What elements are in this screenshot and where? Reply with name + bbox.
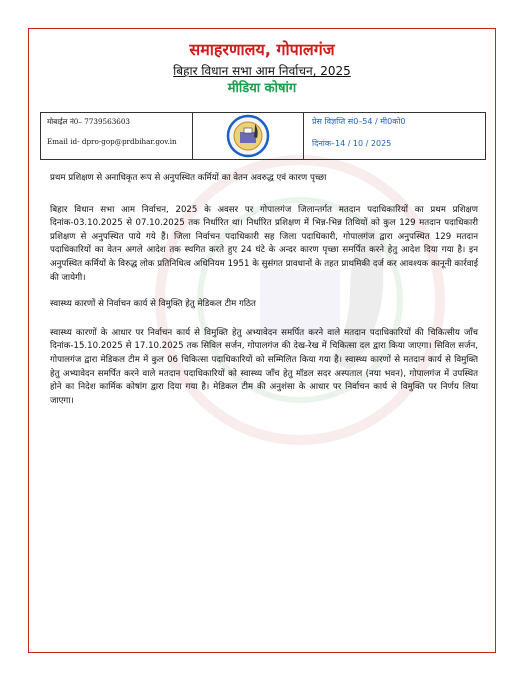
email-address: Email id- dpro-gop@prdbihar.gov.in (47, 137, 177, 146)
mobile-number: मोबाईल नं0– 7739563603 (47, 117, 130, 126)
election-title: बिहार विधान सभा आम निर्वाचन, 2025 (173, 64, 351, 78)
release-panel (304, 113, 485, 159)
contact-panel (41, 113, 193, 159)
election-logo-icon (226, 114, 270, 158)
info-box (40, 112, 486, 160)
press-release-body (50, 172, 478, 408)
logo-cell (193, 113, 304, 159)
heading-medical-team: स्वास्थ्य कारणों से निर्वाचन कार्य से विमुक्ति हेतु मेडिकल टीम गठित (50, 299, 256, 310)
media-cell-title: मीडिया कोषांग (227, 81, 297, 96)
release-number: प्रेस विज्ञप्ति सं0–54 / मी0को0 (312, 117, 406, 126)
document-header (28, 40, 496, 97)
heading-absent-training: प्रथम प्रशिक्षण से अनाधिकृत रूप से अनुपस्थित कर्मियों का वेतन अवरुद्ध एवं कारण पृच्छा (50, 173, 327, 183)
paragraph-absent-training: बिहार विधान सभा आम निर्वाचन, 2025 के अवसर पर गोपालगंज जिलान्तर्गत मतदान पदाधिकारियों का प्रथम प्रशिक्षण दिनांक-03.10.2025 से 07.10.2025 तक निर्धारित था। निर्धारित प्रशिक्षण में भिन्न-भिन्न तिथियों को कुल 129 मतदान पदाधिकारी प्रशिक्षण से अनुपस्थित पाये गये हैं। जिला निर्वाचन पदाधिकारी सह जिला पदाधिकारी, गोपालगंज द्वारा अनुपस्थित 129 मतदान पदाधिकारियों का वेतन अगले आदेश तक स्थगित करते हुए 24 घंटे के अन्दर कारण पृच्छा समर्पित करने हेतु आदेश दिया गया है। इन अनुपस्थित कर्मियों के विरुद्ध लोक प्रतिनिधित्व अधिनियम 1951 के सुसंगत प्रावधानों के तहत प्राथमिकी दर्ज कर आवश्यक कानूनी कार्रवाई की जायेगी। (50, 204, 479, 283)
office-title: समाहरणालय, गोपालगंज (189, 40, 335, 59)
release-date: दिनांक–14 / 10 / 2025 (312, 139, 392, 148)
paragraph-medical-team: स्वास्थ्य कारणों के आधार पर निर्वाचन कार्य से विमुक्ति हेतु अभ्यावेदन समर्पित करने वाले मतदान पदाधिकारियों की चिकित्सीय जाँच दिनांक-15.10.2025 से 17.10.2025 तक सिविल सर्जन, गोपालगंज की देख-रेख में चिकित्सा दल द्वारा किया जाएगा। सिविल सर्जन, गोपालगंज द्वारा मेडिकल टीम में कुल 06 चिकित्सा पदाधिकारियों को सम्मिलित किया गया है। स्वास्थ्य कारणों से मतदान कार्य से विमुक्ति हेतु अभ्यावेदन समर्पित करने वाले मतदान पदाधिकारियों को स्वास्थ्य जाँच हेतु मॉडल सदर अस्पताल (नया भवन), गोपालगंज में उपस्थित होने का निदेश कार्मिक कोषांग द्वारा दिया गया है। मेडिकल टीम की अनुशंसा के आधार पर निर्वाचन कार्य से विमुक्ति पर निर्णय लिया जाएगा। (50, 327, 478, 406)
